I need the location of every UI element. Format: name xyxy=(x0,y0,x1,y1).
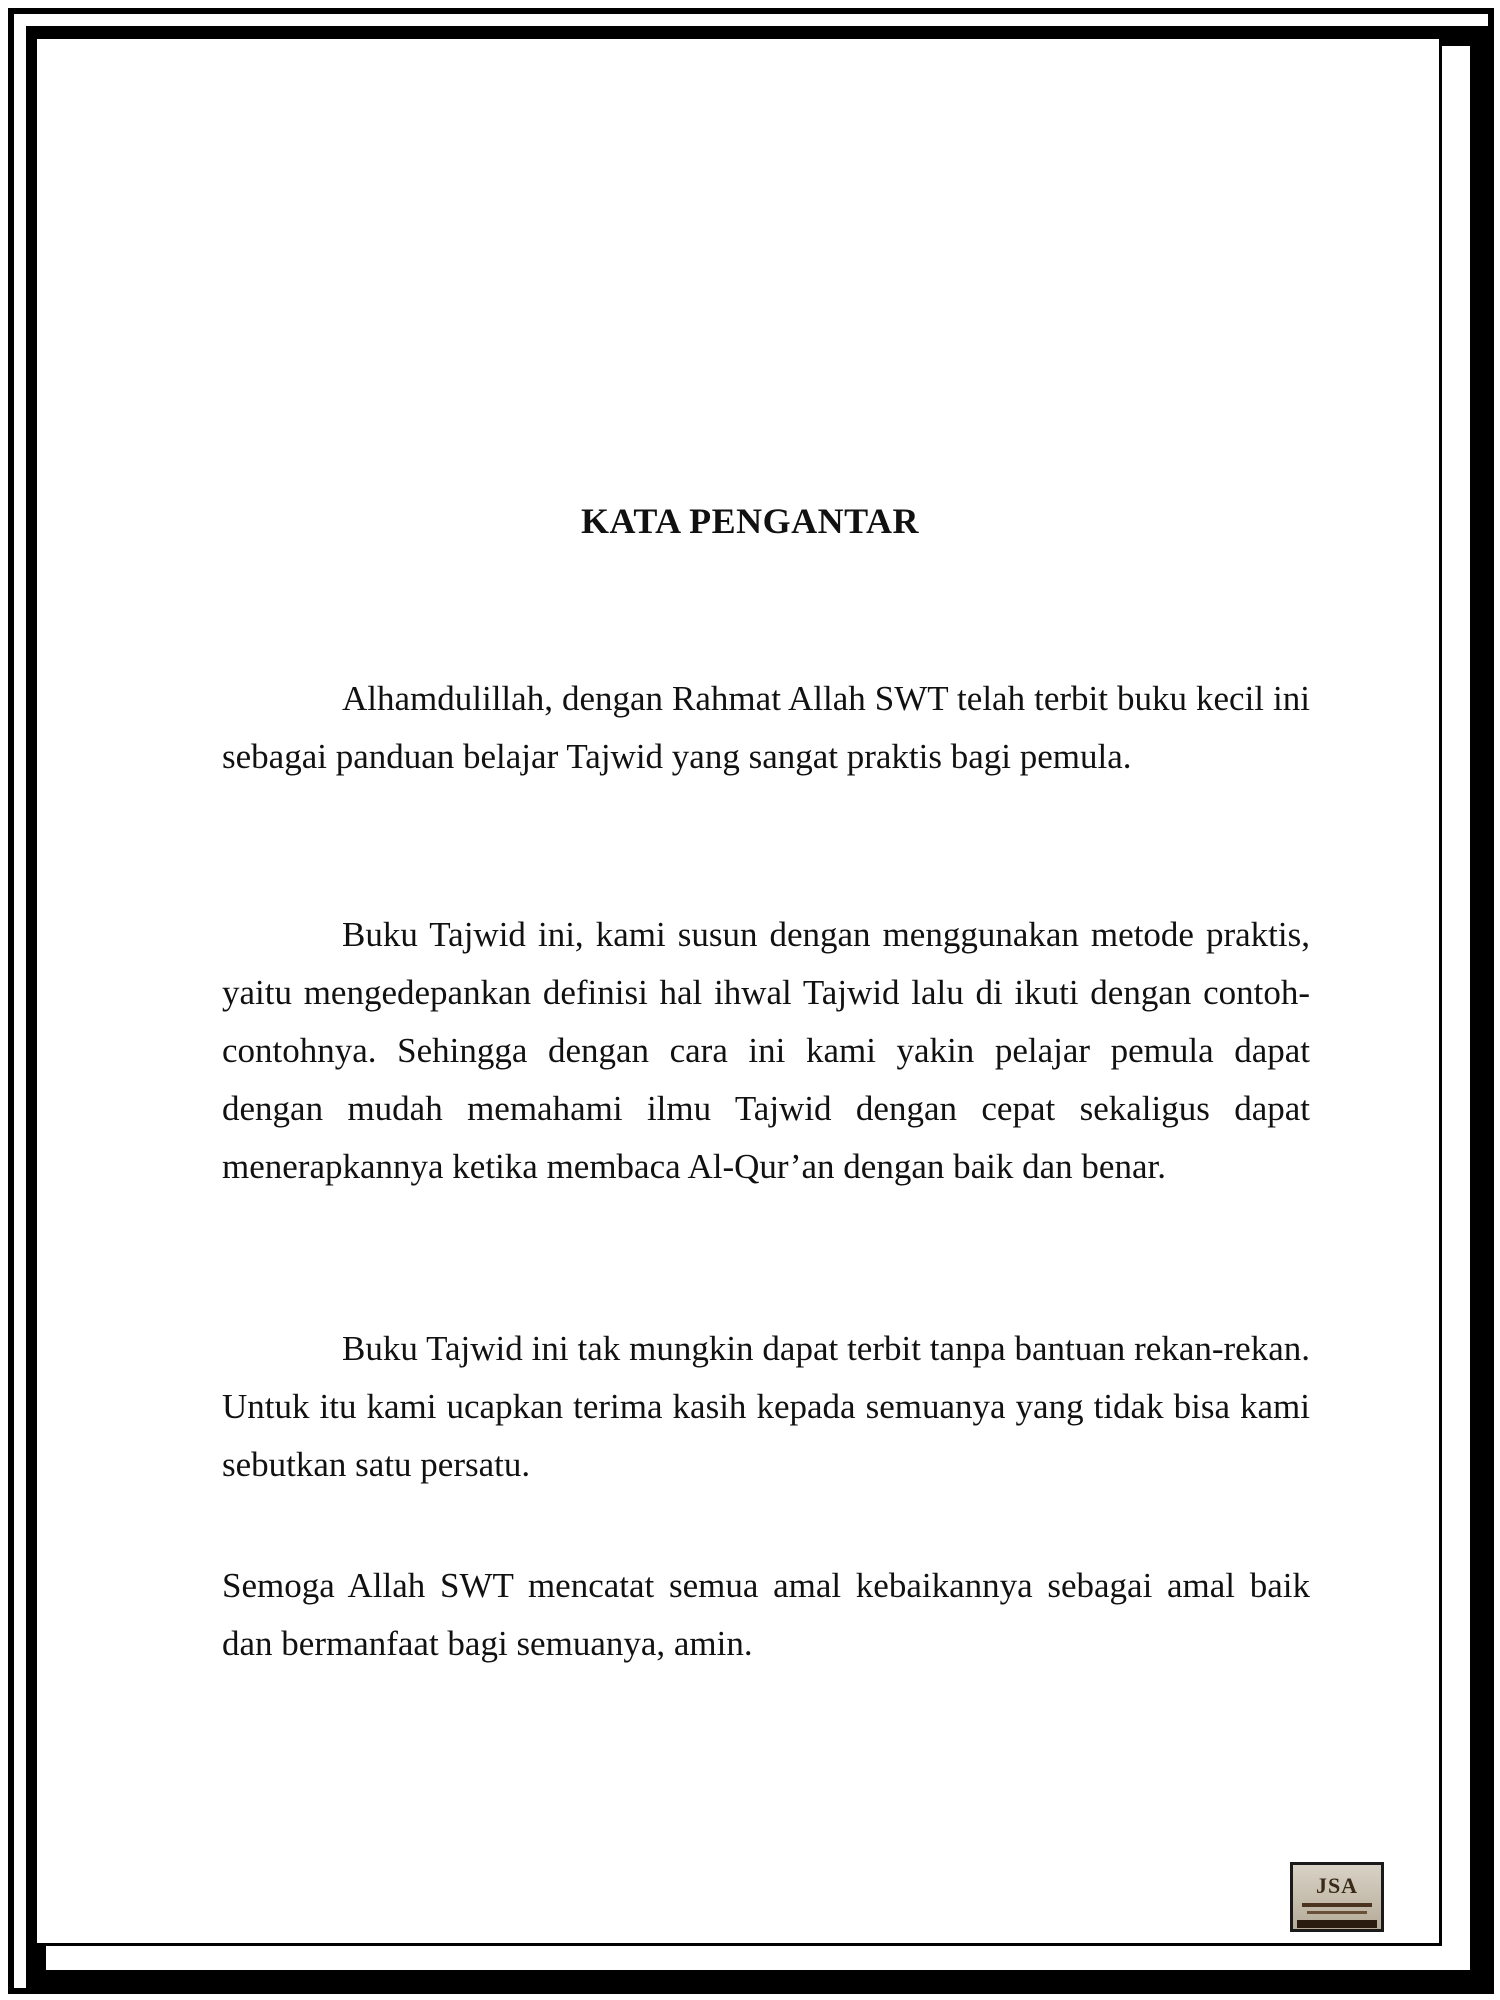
page-title: KATA PENGANTAR xyxy=(580,501,919,541)
logo-decoration xyxy=(1307,1911,1367,1914)
logo-decoration xyxy=(1302,1903,1372,1907)
publisher-logo xyxy=(1290,1862,1384,1932)
paragraph-closing: Semoga Allah SWT mencatat semua amal kebaikannya sebagai amal baik dan bermanfaat bagi semuanya, amin. xyxy=(222,1566,1310,1663)
paragraph-thanks: Buku Tajwid ini tak mungkin dapat terbit tanpa bantuan rekan-rekan. Untuk itu kami ucapkan terima kasih kepada semuanya yang tidak bisa kami sebutkan satu persatu. xyxy=(222,1329,1310,1484)
logo-decoration xyxy=(1297,1920,1377,1928)
publisher-logo-mark: JSA xyxy=(1315,1873,1359,1898)
paragraph-opening: Alhamdulillah, dengan Rahmat Allah SWT telah terbit buku kecil ini sebagai panduan belajar Tajwid yang sangat praktis bagi pemula. xyxy=(222,679,1310,776)
paragraph-method: Buku Tajwid ini, kami susun dengan menggunakan metode praktis, yaitu mengedepankan definisi hal ihwal Tajwid lalu di ikuti dengan contoh-contohnya. Sehingga dengan cara ini kami yakin pelajar pemula dapat dengan mudah memahami ilmu Tajwid dengan cepat sekaligus dapat menerapkannya ketika membaca Al-Qur’an dengan baik dan benar. xyxy=(222,915,1310,1186)
